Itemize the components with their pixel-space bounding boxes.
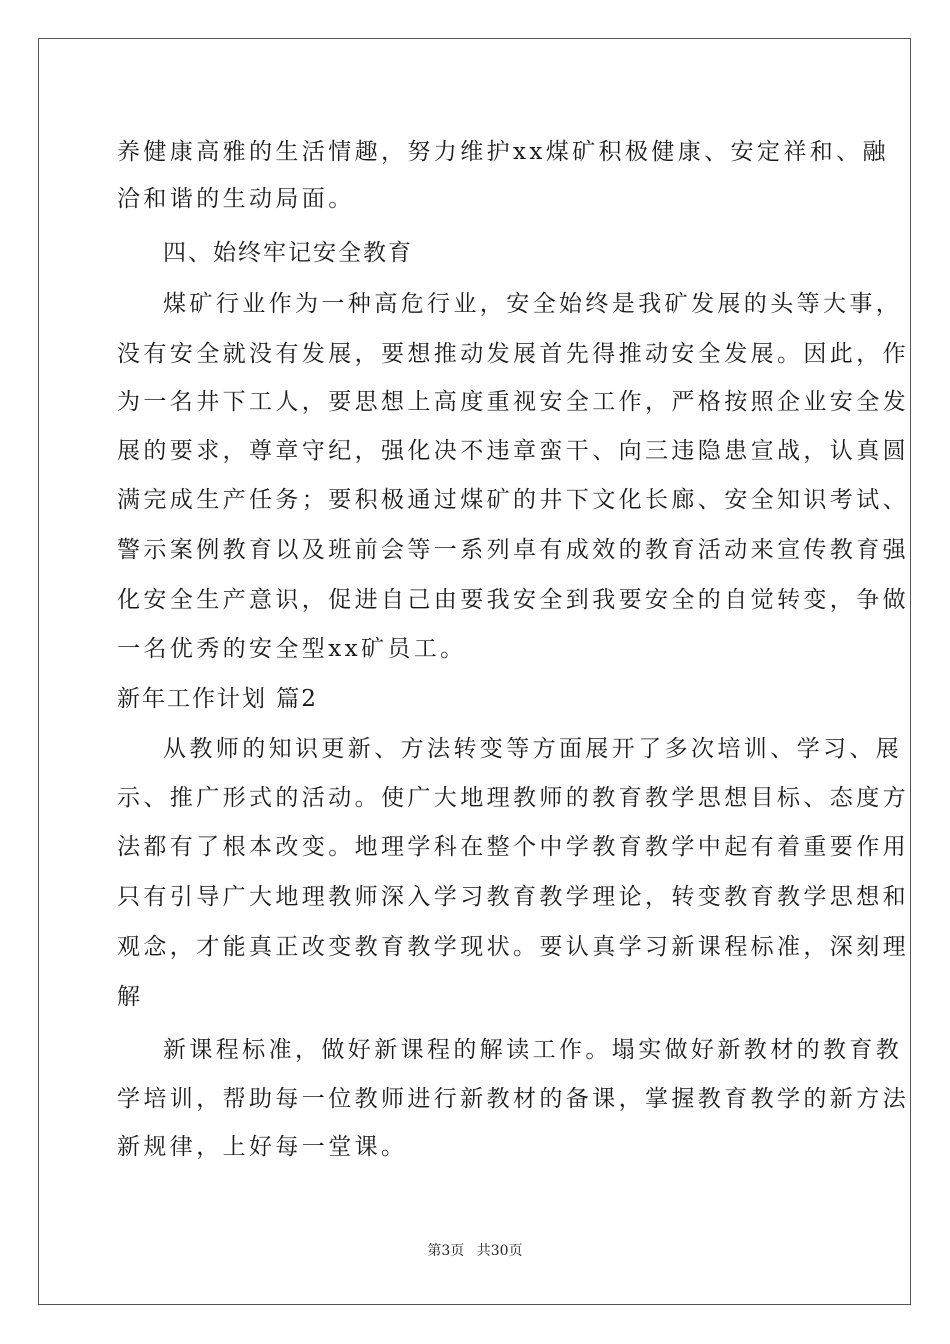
text-line: 为一名井下工人，要思想上高度重视安全工作，严格按照企业安全发	[117, 389, 909, 415]
page-number: 第3页	[427, 1243, 465, 1259]
text-line: 观念，才能真正改变教育教学现状。要认真学习新课程标准，深刻理	[117, 934, 909, 960]
page-total: 共30页	[476, 1243, 523, 1259]
text-line: 满完成生产任务；要积极通过煤矿的井下文化长廊、安全知识考试、	[117, 487, 909, 513]
text-line: 法都有了根本改变。地理学科在整个中学教育教学中起有着重要作用	[117, 834, 909, 860]
text-line: 从教师的知识更新、方法转变等方面展开了多次培训、学习、展	[163, 736, 903, 762]
text-line: 一名优秀的安全型xx矿员工。	[117, 636, 467, 662]
text-line: 学培训，帮助每一位教师进行新教材的备课，掌握教育教学的新方法	[117, 1086, 909, 1112]
text-line: 新规律，上好每一堂课。	[117, 1134, 408, 1160]
text-line: 煤矿行业作为一种高危行业，安全始终是我矿发展的头等大事，	[163, 291, 903, 317]
text-line: 化安全生产意识，促进自己由要我安全到我要安全的自觉转变，争做	[117, 587, 909, 613]
text-line: 只有引导广大地理教师深入学习教育教学理论，转变教育教学思想和	[117, 884, 909, 910]
text-line: 警示案例教育以及班前会等一系列卓有成效的教育活动来宣传教育强	[117, 537, 909, 563]
text-line: 没有安全就没有发展，要想推动发展首先得推动安全发展。因此，作	[117, 341, 909, 367]
text-line: 新课程标准，做好新课程的解读工作。塌实做好新教材的教育教	[163, 1037, 903, 1063]
text-line: 解	[117, 984, 144, 1010]
page-border	[38, 38, 911, 1305]
section-title: 新年工作计划 篇2	[117, 686, 318, 712]
text-line: 洽和谐的生动局面。	[117, 186, 355, 212]
text-line: 示、推广形式的活动。使广大地理教师的教育教学思想目标、态度方	[117, 785, 909, 811]
text-line: 展的要求，尊章守纪，强化决不违章蛮干、向三违隐患宣战，认真圆	[117, 438, 909, 464]
section-heading: 四、始终牢记安全教育	[163, 240, 413, 266]
page-footer	[0, 1240, 950, 1260]
text-line: 养健康高雅的生活情趣，努力维护xx煤矿积极健康、安定祥和、融	[117, 139, 889, 165]
